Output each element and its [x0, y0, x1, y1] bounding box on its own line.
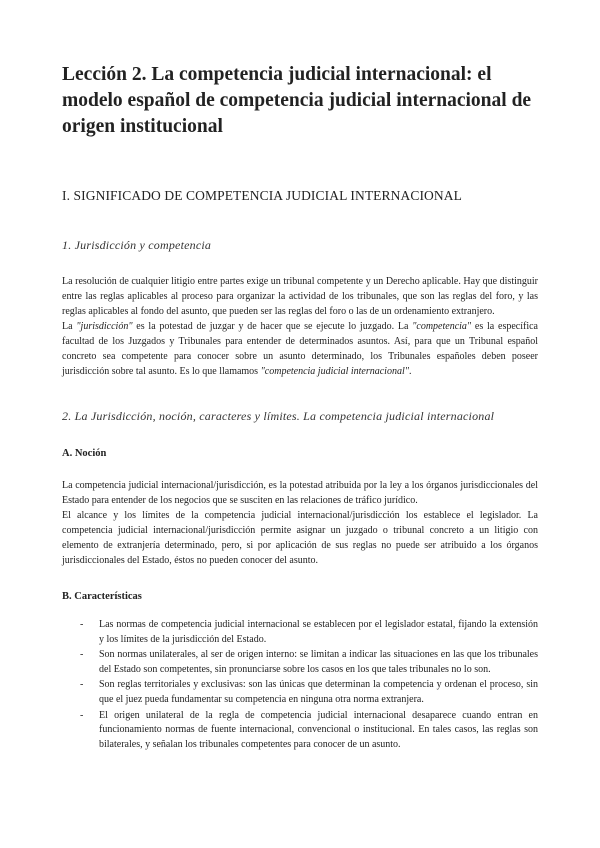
- p2-text-a: La: [62, 321, 77, 332]
- heading-caracteristicas: B. Características: [62, 591, 142, 602]
- heading-nocion: A. Noción: [62, 448, 107, 459]
- p2-text-g: .: [408, 366, 412, 377]
- p2-text-e: es la específica facultad de los Juzgados y Tribunales para entender de determinados asuntos. Así, para que un Tribunal español concreto sea competente para conocer sobre un asunto determinado, los Tribunales españoles deben poseer jurisdicción sobre tal asunto. Es lo que llamamos: [62, 321, 538, 377]
- paragraph-jurisdiccion: [62, 319, 538, 379]
- section-heading-i: I. SIGNIFICADO DE COMPETENCIA JUDICIAL INTERNACIONAL: [62, 188, 462, 203]
- characteristics-list: [62, 618, 538, 752]
- term-competencia-judicial-internacional: "competencia judicial internacional": [260, 366, 409, 377]
- list-item: [62, 618, 538, 647]
- paragraph-nocion-1: La competencia judicial internacional/jurisdicción, es la potestad atribuida por la ley a los órganos jurisdiccionales del Estado para entender de los negocios que se susciten en las relaciones de tráfico jurídico.: [62, 480, 538, 506]
- subsection-heading-2: 2. La Jurisdicción, noción, caracteres y límites. La competencia judicial internacional: [62, 409, 495, 423]
- list-item-text: Las normas de competencia judicial internacional se establecen por el legislador estatal, fijando la extensión y los límites de la jurisdicción del Estado.: [99, 619, 538, 645]
- dash-marker: -: [80, 649, 84, 661]
- paragraph-litigio: La resolución de cualquier litigio entre partes exige un tribunal competente y un Derecho aplicable. Hay que distinguir entre las reglas aplicables al proceso para organizar la actividad de los tribunales, que son las reglas del foro, y las reglas aplicables al fondo del asunto, que pueden ser las reglas del foro o las de un ordenamiento extranjero.: [62, 276, 538, 317]
- dash-marker: -: [80, 709, 84, 721]
- p2-text-c: es la potestad de juzgar y de hacer que se ejecute lo juzgado. La: [132, 321, 413, 332]
- list-item: [62, 678, 538, 707]
- term-competencia: "competencia": [412, 321, 472, 332]
- list-item-text: El origen unilateral de la regla de competencia judicial internacional desaparece cuando entran en funcionamiento normas de fuente internacional, convencional o institucional. En tales casos, las reglas son bilaterales, y señalan los tribunales competentes para conocer de un asunto.: [99, 709, 538, 750]
- lesson-title: Lección 2. La competencia judicial internacional: el modelo español de competencia judicial internacional de origen institucional: [62, 64, 532, 137]
- subsection-heading-1: 1. Jurisdicción y competencia: [62, 238, 212, 252]
- term-jurisdiccion: "jurisdicción": [76, 321, 133, 332]
- list-item-text: Son normas unilaterales, al ser de origen interno: se limitan a indicar las situaciones en las que los tribunales del Estado son competentes, sin pronunciarse sobre los casos en los que tales tribunales no lo son.: [99, 649, 538, 675]
- paragraph-nocion-2: El alcance y los límites de la competencia judicial internacional/jurisdicción los establece el legislador. La competencia judicial internacional/jurisdicción permite asignar un juzgado o tribunal concreto a un litigio con elemento de extranjería determinado, pero, si por aplicación de sus reglas no puede ser atribuido a los órganos jurisdiccionales del Estado, éstos no pueden conocer del asunto.: [62, 510, 538, 566]
- list-item: [62, 648, 538, 677]
- list-item-text: Son reglas territoriales y exclusivas: son las únicas que determinan la competencia y ordenan el proceso, sin que el juez pueda fundamentar su competencia en ninguna otra norma extranjera.: [99, 679, 538, 705]
- dash-marker: -: [80, 679, 84, 691]
- list-item: [62, 709, 538, 753]
- dash-marker: -: [80, 619, 84, 630]
